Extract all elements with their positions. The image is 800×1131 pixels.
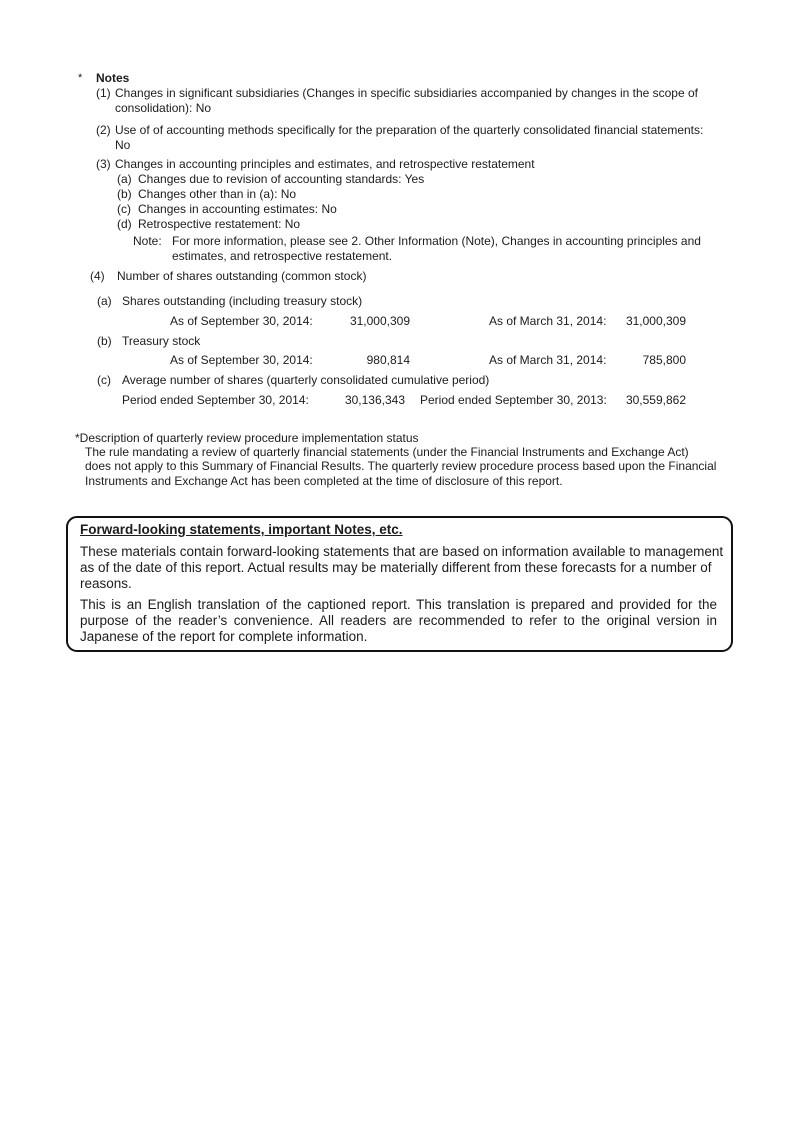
period-label: Period ended September 30, 2014: xyxy=(122,393,309,407)
text-line: The rule mandating a review of quarterly financial statements (under the Financial Instruments and Exchange Act) xyxy=(85,445,689,460)
notes-header xyxy=(78,71,800,86)
text-line: reasons. xyxy=(80,576,132,592)
sub-item-b xyxy=(117,187,800,202)
period-label: As of September 30, 2014: xyxy=(170,314,313,328)
text-line: These materials contain forward-looking statements that are based on information available to management xyxy=(80,544,724,559)
sub-item-text: Shares outstanding (including treasury stock) xyxy=(122,294,363,308)
forward-looking-paragraph-2 xyxy=(80,597,717,646)
notes-heading: Notes xyxy=(96,71,130,85)
shares-outstanding-values xyxy=(170,314,800,329)
sub-item-number: (a) xyxy=(117,172,132,186)
sub-item-number: (b) xyxy=(97,334,112,348)
item-number: (2) xyxy=(96,123,111,137)
share-count: 31,000,309 xyxy=(625,314,686,328)
period-label: As of March 31, 2014: xyxy=(489,353,607,367)
sub-item-text: Average number of shares (quarterly consolidated cumulative period) xyxy=(122,373,490,387)
review-title: *Description of quarterly review procedure implementation status xyxy=(75,431,419,445)
period-label: As of September 30, 2014: xyxy=(170,353,313,367)
sub-item-text: Retrospective restatement: No xyxy=(138,217,301,231)
item-text xyxy=(115,123,703,153)
treasury-stock-values xyxy=(170,353,800,368)
period-label: As of March 31, 2014: xyxy=(489,314,607,328)
note-item-2 xyxy=(96,123,800,153)
note-item-1 xyxy=(96,86,800,116)
review-procedure-section xyxy=(75,431,716,488)
value-pair xyxy=(489,314,686,329)
text-line: Changes in significant subsidiaries (Changes in specific subsidiaries accompanied by changes in the scope of xyxy=(115,86,698,100)
note-label: Note: xyxy=(133,234,162,248)
text-line: Instruments and Exchange Act has been completed at the time of disclosure of this report. xyxy=(85,473,563,488)
item-text xyxy=(115,86,698,116)
sub-item-number: (d) xyxy=(117,217,132,231)
note-text xyxy=(172,234,701,264)
text-line: purpose of the reader’s convenience. All readers are recommended to refer to the original version in xyxy=(80,612,717,628)
asterisk-marker: * xyxy=(78,72,83,84)
value-pair xyxy=(489,353,686,368)
sub-item-number: (a) xyxy=(97,294,112,308)
sub-item-c xyxy=(117,202,800,217)
period-label: Period ended September 30, 2013: xyxy=(420,393,607,407)
average-shares-title xyxy=(97,373,800,388)
shares-outstanding-title xyxy=(97,294,800,309)
item-number: (1) xyxy=(96,86,111,100)
item-text: Number of shares outstanding (common stock) xyxy=(117,269,367,283)
value-pair xyxy=(420,393,686,408)
text-line: as of the date of this report. Actual results may be materially different from these forecasts for a number of xyxy=(80,560,712,576)
note-reference xyxy=(133,234,800,264)
text-line: This is an English translation of the captioned report. This translation is prepared and provided for the xyxy=(80,596,717,612)
share-count: 785,800 xyxy=(642,353,686,367)
treasury-stock-title xyxy=(97,334,800,349)
text-line: For more information, please see 2. Other Information (Note), Changes in accounting principles and xyxy=(172,234,701,248)
text-line: consolidation): No xyxy=(115,101,212,115)
text-line: estimates, and retrospective restatement. xyxy=(172,249,393,263)
forward-looking-box xyxy=(66,516,733,652)
share-count: 31,000,309 xyxy=(349,314,410,328)
sub-item-text: Changes other than in (a): No xyxy=(138,187,297,201)
share-count: 30,559,862 xyxy=(625,393,686,407)
value-pair xyxy=(170,314,410,329)
sub-item-text: Changes in accounting estimates: No xyxy=(138,202,337,216)
text-line: does not apply to this Summary of Financial Results. The quarterly review procedure process based upon the Financial xyxy=(85,459,717,474)
item-text: Changes in accounting principles and estimates, and retrospective restatement xyxy=(115,157,535,171)
sub-item-d xyxy=(117,217,800,232)
sub-item-text: Changes due to revision of accounting standards: Yes xyxy=(138,172,425,186)
text-line: No xyxy=(115,138,131,152)
sub-item-number: (c) xyxy=(117,202,131,216)
sub-item-number: (b) xyxy=(117,187,132,201)
value-pair xyxy=(122,393,405,408)
share-count: 980,814 xyxy=(366,353,410,367)
forward-looking-paragraph-1 xyxy=(80,544,724,593)
text-line: Japanese of the report for complete information. xyxy=(80,629,368,645)
average-shares-values xyxy=(122,393,800,408)
item-number: (3) xyxy=(96,157,111,171)
sub-item-text: Treasury stock xyxy=(122,334,201,348)
notes-section xyxy=(0,71,800,408)
note-item-4 xyxy=(90,269,800,284)
sub-item-a xyxy=(117,172,800,187)
note-item-3 xyxy=(96,157,800,172)
sub-item-number: (c) xyxy=(97,373,111,387)
text-line: Use of of accounting methods specifically for the preparation of the quarterly consolidated financial statements: xyxy=(115,123,704,137)
forward-looking-title: Forward-looking statements, important Notes, etc. xyxy=(80,522,403,537)
item-number: (4) xyxy=(90,269,105,283)
review-body xyxy=(85,445,716,488)
share-count: 30,136,343 xyxy=(344,393,405,407)
value-pair xyxy=(170,353,410,368)
